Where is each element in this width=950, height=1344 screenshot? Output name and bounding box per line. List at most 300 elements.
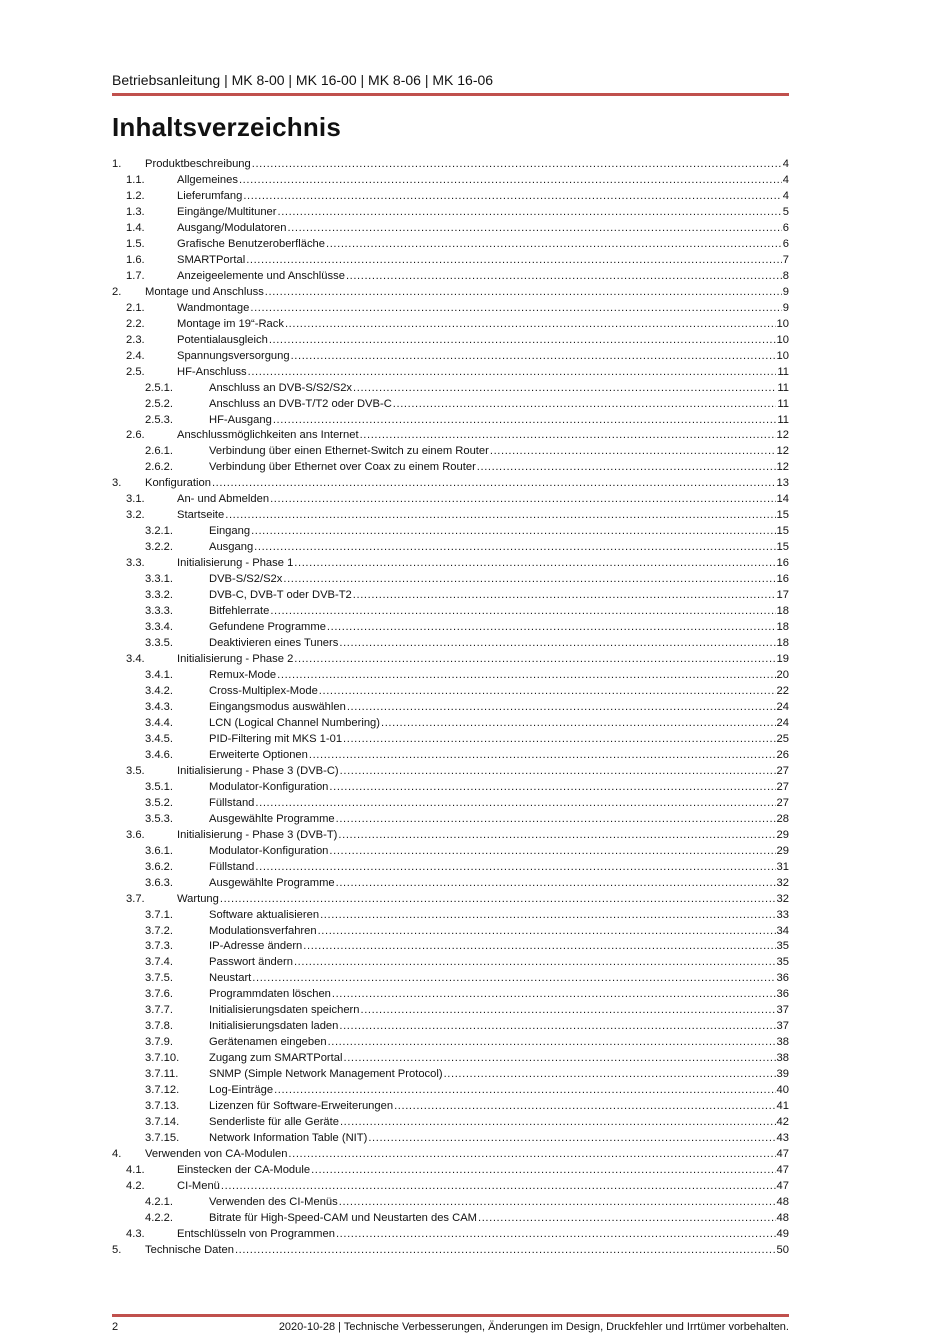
toc-entry-page: 22 (776, 684, 789, 697)
toc-entry-number: 3.7.13. (145, 1100, 180, 1113)
toc-entry[interactable] (112, 939, 789, 955)
toc-dot-leader (235, 1243, 776, 1259)
toc-entry-title: HF-Anschluss (177, 365, 247, 378)
toc-entry-page: 43 (776, 1132, 789, 1145)
toc-dot-leader (287, 221, 781, 237)
toc-entry-number: 5. (112, 1243, 122, 1256)
toc-dot-leader (339, 636, 775, 652)
toc-entry-page: 34 (776, 924, 789, 937)
toc-entry-title: Allgemeines (177, 173, 238, 186)
toc-entry-number: 1. (112, 158, 122, 170)
toc-entry-number: 2.5.3. (145, 413, 173, 426)
toc-entry-title: LCN (Logical Channel Numbering) (209, 716, 381, 729)
toc-entry-number: 4.2.2. (145, 1211, 173, 1224)
toc-entry[interactable] (112, 157, 789, 173)
toc-entry-number: 2.5.1. (145, 381, 173, 394)
toc-entry-number: 3.7.2. (145, 924, 173, 937)
toc-dot-leader (246, 253, 782, 269)
toc-entry-number: 4.3. (126, 1227, 145, 1240)
toc-entry-number: 3.7.14. (145, 1116, 180, 1129)
toc-dot-leader (329, 844, 775, 860)
toc-entry-title: Initialisierung - Phase 1 (177, 557, 294, 570)
toc-dot-leader (353, 381, 776, 397)
toc-entry-page: 40 (776, 1084, 789, 1097)
toc-entry[interactable] (112, 1051, 789, 1067)
toc-entry-number: 1.7. (126, 269, 145, 282)
toc-entry-title: Deaktivieren eines Tuners (209, 637, 339, 650)
toc-entry[interactable] (112, 269, 789, 285)
toc-entry-page: 26 (776, 748, 789, 761)
toc-entry-number: 3.3.3. (145, 605, 173, 618)
toc-entry[interactable] (112, 1067, 789, 1083)
toc-entry[interactable] (112, 652, 789, 668)
toc-entry-page: 14 (776, 493, 789, 506)
toc-dot-leader (252, 971, 775, 987)
toc-dot-leader (340, 1115, 776, 1131)
toc-dot-leader (339, 1195, 776, 1211)
toc-entry-number: 3.7. (126, 892, 145, 905)
toc-entry-page: 6 (782, 237, 789, 250)
toc-dot-leader (303, 939, 775, 955)
toc-entry-number: 1.3. (126, 205, 145, 218)
toc-entry[interactable] (112, 205, 789, 221)
toc-entry-title: Grafische Benutzeroberfläche (177, 237, 326, 250)
toc-entry-number: 2.2. (126, 317, 145, 330)
toc-entry-number: 2.5.2. (145, 397, 173, 410)
toc-entry[interactable] (112, 1099, 789, 1115)
toc-dot-leader (393, 397, 777, 413)
footer-page-number: 2 (112, 1321, 119, 1333)
toc-dot-leader (278, 205, 782, 221)
toc-dot-leader (318, 924, 776, 940)
toc-dot-leader (336, 1227, 776, 1243)
toc-entry-title: Initialisierung - Phase 3 (DVB-T) (177, 828, 338, 841)
toc-entry-number: 3.4.3. (145, 700, 173, 713)
toc-entry[interactable] (112, 285, 789, 301)
toc-entry-page: 48 (776, 1195, 789, 1208)
toc-entry-number: 3. (112, 477, 122, 490)
toc-entry[interactable] (112, 1147, 789, 1163)
toc-entry[interactable] (112, 684, 789, 700)
toc-entry-number: 2.6.2. (145, 461, 173, 474)
toc-entry-title: Produktbeschreibung (145, 158, 251, 170)
toc-entry[interactable] (112, 971, 789, 987)
toc-dot-leader (319, 684, 776, 700)
toc-dot-leader (381, 716, 776, 732)
toc-dot-leader (294, 556, 775, 572)
toc-entry-number: 3.5.3. (145, 812, 173, 825)
toc-dot-leader (248, 365, 777, 381)
toc-entry[interactable] (112, 620, 789, 636)
toc-entry[interactable] (112, 317, 789, 333)
toc-entry-number: 1.2. (126, 189, 145, 202)
toc-entry-page: 5 (782, 205, 789, 218)
toc-entry-page: 8 (782, 269, 789, 282)
toc-dot-leader (329, 780, 775, 796)
toc-entry-title: Eingangsmodus auswählen (209, 700, 346, 713)
toc-entry[interactable] (112, 540, 789, 556)
toc-entry-page: 4 (782, 189, 789, 202)
toc-entry[interactable] (112, 955, 789, 971)
toc-dot-leader (336, 876, 776, 892)
toc-entry-title: Startseite (177, 509, 225, 522)
toc-entry-number: 3.2.1. (145, 525, 173, 538)
toc-entry[interactable] (112, 1035, 789, 1051)
toc-entry[interactable] (112, 476, 789, 492)
toc-dot-leader (340, 764, 776, 780)
toc-dot-leader (343, 1051, 775, 1067)
toc-entry-title: SNMP (Simple Network Management Protocol) (209, 1068, 443, 1081)
toc-dot-leader (221, 1179, 776, 1195)
toc-entry[interactable] (112, 397, 789, 413)
toc-entry-title: Bitrate für High-Speed-CAM und Neustarten des CAM (209, 1211, 477, 1224)
toc-dot-leader (332, 987, 776, 1003)
toc-entry-page: 28 (776, 812, 789, 825)
toc-dot-leader (212, 476, 776, 492)
toc-entry[interactable] (112, 668, 789, 684)
toc-dot-leader (254, 540, 775, 556)
toc-entry-title: Software aktualisieren (209, 908, 320, 921)
toc-entry-number: 3.7.12. (145, 1084, 180, 1097)
toc-entry[interactable] (112, 428, 789, 444)
toc-dot-leader (274, 1083, 775, 1099)
toc-dot-leader (270, 492, 775, 508)
toc-entry-number: 4. (112, 1148, 122, 1161)
toc-dot-leader (250, 301, 781, 317)
toc-entry[interactable] (112, 1003, 789, 1019)
toc-entry-number: 3.3.4. (145, 621, 173, 634)
toc-entry[interactable] (112, 413, 789, 429)
toc-entry-number: 3.6.1. (145, 844, 173, 857)
toc-entry-number: 3.2. (126, 509, 145, 522)
toc-dot-leader (255, 796, 775, 812)
toc-entry[interactable] (112, 173, 789, 189)
toc-entry[interactable] (112, 987, 789, 1003)
toc-entry-number: 3.7.5. (145, 972, 173, 985)
toc-dot-leader (277, 668, 775, 684)
toc-dot-leader (361, 1003, 776, 1019)
toc-entry-page: 10 (776, 317, 789, 330)
toc-entry-title: Montage und Anschluss (145, 285, 264, 298)
toc-entry[interactable] (112, 1131, 789, 1147)
toc-entry[interactable] (112, 556, 789, 572)
toc-entry[interactable] (112, 237, 789, 253)
toc-entry[interactable] (112, 349, 789, 365)
toc-entry[interactable] (112, 1115, 789, 1131)
toc-entry[interactable] (112, 604, 789, 620)
toc-dot-leader (294, 652, 775, 668)
toc-entry-number: 2.6.1. (145, 445, 173, 458)
toc-entry-page: 27 (776, 780, 789, 793)
toc-entry[interactable] (112, 892, 789, 908)
toc-entry[interactable] (112, 253, 789, 269)
toc-entry-page: 19 (776, 653, 789, 666)
running-header: Betriebsanleitung | MK 8-00 | MK 16-00 | MK 8-06 | MK 16-06 (112, 72, 494, 88)
toc-entry[interactable] (112, 812, 789, 828)
toc-entry-page: 49 (776, 1227, 789, 1240)
toc-entry-title: DVB-S/S2/S2x (209, 573, 283, 586)
toc-entry-title: Eingänge/Multituner (177, 205, 277, 218)
toc-dot-leader (243, 189, 781, 205)
toc-entry-page: 11 (777, 413, 789, 426)
toc-entry-page: 32 (776, 892, 789, 905)
toc-entry-title: SMARTPortal (177, 253, 246, 266)
toc-entry-title: Eingang (209, 525, 251, 538)
toc-entry-number: 1.1. (126, 173, 145, 186)
toc-entry[interactable] (112, 1019, 789, 1035)
toc-entry[interactable] (112, 828, 789, 844)
toc-entry-title: Neustart (209, 972, 252, 985)
toc-dot-leader (270, 604, 775, 620)
toc-entry-title: An- und Abmelden (177, 493, 270, 506)
toc-entry-page: 11 (777, 381, 789, 394)
toc-dot-leader (273, 413, 777, 429)
toc-entry[interactable] (112, 444, 789, 460)
toc-entry-title: Gerätenamen eingeben (209, 1036, 327, 1049)
toc-entry[interactable] (112, 492, 789, 508)
toc-entry-number: 3.7.9. (145, 1036, 173, 1049)
toc-entry-number: 3.3.1. (145, 573, 173, 586)
toc-entry-page: 18 (776, 621, 789, 634)
toc-entry[interactable] (112, 700, 789, 716)
toc-entry-page: 38 (776, 1052, 789, 1065)
toc-entry[interactable] (112, 1083, 789, 1099)
toc-entry-page: 12 (776, 445, 789, 458)
toc-entry-page: 4 (782, 158, 789, 170)
toc-dot-leader (225, 508, 775, 524)
toc-entry[interactable] (112, 924, 789, 940)
toc-entry-title: Potentialausgleich (177, 333, 268, 346)
toc-dot-leader (294, 955, 776, 971)
toc-entry-number: 1.4. (126, 221, 145, 234)
toc-entry-title: Log-Einträge (209, 1084, 274, 1097)
toc-dot-leader (269, 333, 776, 349)
toc-entry[interactable] (112, 908, 789, 924)
toc-entry[interactable] (112, 365, 789, 381)
toc-entry[interactable] (112, 524, 789, 540)
toc-entry-number: 1.5. (126, 237, 145, 250)
toc-entry-page: 47 (776, 1164, 789, 1177)
toc-entry-number: 3.4.2. (145, 684, 173, 697)
toc-entry-title: Einstecken der CA-Module (177, 1164, 311, 1177)
toc-entry-page: 11 (777, 397, 789, 410)
toc-entry-title: Initialisierungsdaten laden (209, 1020, 339, 1033)
toc-entry-page: 29 (776, 828, 789, 841)
toc-entry[interactable] (112, 636, 789, 652)
toc-dot-leader (320, 908, 775, 924)
toc-dot-leader (360, 428, 776, 444)
toc-entry-page: 12 (776, 429, 789, 442)
toc-entry-title: Verwenden von CA-Modulen (145, 1148, 288, 1161)
toc-entry-title: Passwort ändern (209, 956, 293, 969)
toc-entry-number: 3.7.8. (145, 1020, 173, 1033)
toc-entry[interactable] (112, 333, 789, 349)
toc-entry-page: 48 (776, 1211, 789, 1224)
toc-entry-title: Anschluss an DVB-T/T2 oder DVB-C (209, 397, 392, 410)
toc-entry[interactable] (112, 780, 789, 796)
toc-entry-title: Bitfehlerrate (209, 605, 270, 618)
toc-entry[interactable] (112, 381, 789, 397)
toc-dot-leader (255, 860, 775, 876)
toc-entry-title: Lizenzen für Software-Erweiterungen (209, 1100, 394, 1113)
toc-dot-leader (326, 237, 782, 253)
toc-entry-page: 47 (776, 1180, 789, 1192)
toc-entry[interactable] (112, 764, 789, 780)
toc-dot-leader (490, 444, 776, 460)
toc-dot-leader (444, 1067, 776, 1083)
toc-dot-leader (327, 620, 776, 636)
toc-entry-page: 16 (776, 557, 789, 570)
toc-entry-page: 36 (776, 988, 789, 1001)
toc-dot-leader (291, 349, 776, 365)
toc-entry-title: Verwenden des CI-Menüs (209, 1195, 338, 1208)
toc-entry[interactable] (112, 1227, 789, 1243)
toc-dot-leader (478, 1211, 776, 1227)
toc-entry[interactable] (112, 572, 789, 588)
toc-entry-number: 2. (112, 285, 122, 298)
toc-dot-leader (343, 732, 776, 748)
toc-entry-number: 3.7.4. (145, 956, 173, 969)
toc-entry[interactable] (112, 844, 789, 860)
toc-entry-page: 41 (776, 1100, 789, 1113)
toc-entry-page: 27 (776, 796, 789, 809)
toc-entry[interactable] (112, 1163, 789, 1179)
toc-entry-page: 13 (776, 477, 789, 490)
toc-entry-number: 3.7.3. (145, 940, 173, 953)
toc-entry-title: Verbindung über einen Ethernet-Switch zu einem Router (209, 445, 489, 458)
toc-entry-number: 3.7.6. (145, 988, 173, 1001)
toc-entry-title: CI-Menü (177, 1180, 220, 1192)
toc-entry[interactable] (112, 1195, 789, 1211)
toc-entry[interactable] (112, 301, 789, 317)
toc-dot-leader (251, 524, 775, 540)
toc-entry-page: 20 (776, 669, 789, 681)
toc-entry[interactable] (112, 1179, 789, 1195)
toc-entry-page: 18 (776, 605, 789, 618)
toc-entry-title: Ausgewählte Programme (209, 876, 335, 889)
toc-entry-number: 3.7.7. (145, 1004, 173, 1017)
toc-entry-number: 3.7.1. (145, 908, 173, 921)
toc-entry[interactable] (112, 796, 789, 812)
toc-entry-title: Verbindung über Ethernet over Coax zu einem Router (209, 461, 476, 474)
toc-entry-number: 2.3. (126, 333, 145, 346)
toc-entry-number: 3.7.10. (145, 1052, 180, 1065)
toc-dot-leader (347, 700, 776, 716)
toc-entry-number: 3.7.11. (145, 1068, 179, 1081)
toc-entry[interactable] (112, 860, 789, 876)
toc-entry-number: 3.4.5. (145, 732, 173, 745)
toc-dot-leader (311, 1163, 775, 1179)
toc-entry-page: 15 (776, 525, 789, 538)
toc-entry[interactable] (112, 1211, 789, 1227)
toc-entry-page: 12 (776, 461, 789, 474)
toc-entry[interactable] (112, 732, 789, 748)
toc-entry-page: 24 (776, 716, 789, 729)
table-of-contents (112, 157, 789, 1259)
toc-entry-page: 11 (777, 365, 789, 378)
toc-entry-page: 9 (782, 301, 789, 314)
toc-dot-leader (328, 1035, 776, 1051)
toc-dot-leader (346, 269, 782, 285)
toc-entry-title: Network Information Table (NIT) (209, 1132, 368, 1145)
toc-entry-number: 2.5. (126, 365, 145, 378)
toc-dot-leader (336, 812, 776, 828)
toc-dot-leader (477, 460, 776, 476)
toc-entry[interactable] (112, 189, 789, 205)
toc-entry[interactable] (112, 460, 789, 476)
toc-dot-leader (394, 1099, 775, 1115)
toc-entry-title: DVB-C, DVB-T oder DVB-T2 (209, 589, 352, 602)
toc-entry-page: 37 (776, 1004, 789, 1017)
toc-entry-title: Entschlüsseln von Programmen (177, 1227, 335, 1240)
toc-entry[interactable] (112, 1243, 789, 1259)
toc-entry-page: 50 (776, 1243, 789, 1256)
toc-entry-title: Lieferumfang (177, 189, 243, 202)
toc-entry-number: 4.2.1. (145, 1195, 173, 1208)
toc-entry-title: Technische Daten (145, 1243, 234, 1256)
toc-entry-title: Montage im 19“-Rack (177, 317, 284, 330)
toc-entry-title: Konfiguration (145, 477, 211, 490)
toc-dot-leader (338, 828, 775, 844)
toc-entry-title: Spannungsversorgung (177, 349, 290, 362)
toc-entry-page: 29 (776, 844, 789, 857)
toc-entry-page: 35 (776, 956, 789, 969)
toc-entry-page: 39 (776, 1068, 789, 1081)
toc-dot-leader (265, 285, 782, 301)
toc-entry-title: PID-Filtering mit MKS 1-01 (209, 732, 343, 745)
toc-entry-number: 2.1. (126, 301, 145, 314)
toc-dot-leader (353, 588, 776, 604)
page-title: Inhaltsverzeichnis (112, 112, 342, 142)
toc-dot-leader (285, 317, 776, 333)
toc-entry-number: 4.2. (126, 1180, 145, 1192)
toc-entry-page: 47 (776, 1148, 789, 1161)
toc-entry-title: Modulator-Konfiguration (209, 844, 329, 857)
toc-entry-page: 10 (776, 333, 789, 346)
toc-entry[interactable] (112, 876, 789, 892)
toc-entry-number: 3.3.2. (145, 589, 173, 602)
toc-entry-title: Ausgewählte Programme (209, 812, 335, 825)
toc-entry-title: HF-Ausgang (209, 413, 272, 426)
toc-entry[interactable] (112, 748, 789, 764)
toc-entry[interactable] (112, 221, 789, 237)
toc-entry[interactable] (112, 588, 789, 604)
toc-dot-leader (339, 1019, 775, 1035)
toc-entry-number: 3.3. (126, 557, 145, 570)
toc-entry-number: 3.5. (126, 764, 145, 777)
toc-entry-number: 3.6. (126, 828, 145, 841)
toc-entry-title: Modulationsverfahren (209, 924, 317, 937)
toc-entry-title: Wartung (177, 892, 219, 905)
toc-entry-number: 3.1. (126, 493, 145, 506)
toc-entry-title: Programmdaten löschen (209, 988, 331, 1001)
toc-entry-title: Wandmontage (177, 301, 250, 314)
toc-entry-title: IP-Adresse ändern (209, 940, 303, 953)
toc-entry-title: Remux-Mode (209, 669, 277, 681)
toc-entry-page: 38 (776, 1036, 789, 1049)
toc-entry[interactable] (112, 716, 789, 732)
toc-entry[interactable] (112, 508, 789, 524)
toc-entry-title: Erweiterte Optionen (209, 748, 308, 761)
toc-dot-leader (283, 572, 775, 588)
toc-entry-page: 15 (776, 541, 789, 554)
footer-divider (112, 1314, 789, 1317)
toc-entry-number: 3.5.2. (145, 796, 173, 809)
footer-disclaimer: 2020-10-28 | Technische Verbesserungen, Änderungen im Design, Druckfehler und Irrtümer vorbehalten. (278, 1321, 789, 1333)
toc-entry-page: 37 (776, 1020, 789, 1033)
toc-entry-number: 1.6. (126, 253, 145, 266)
toc-entry-page: 16 (776, 573, 789, 586)
